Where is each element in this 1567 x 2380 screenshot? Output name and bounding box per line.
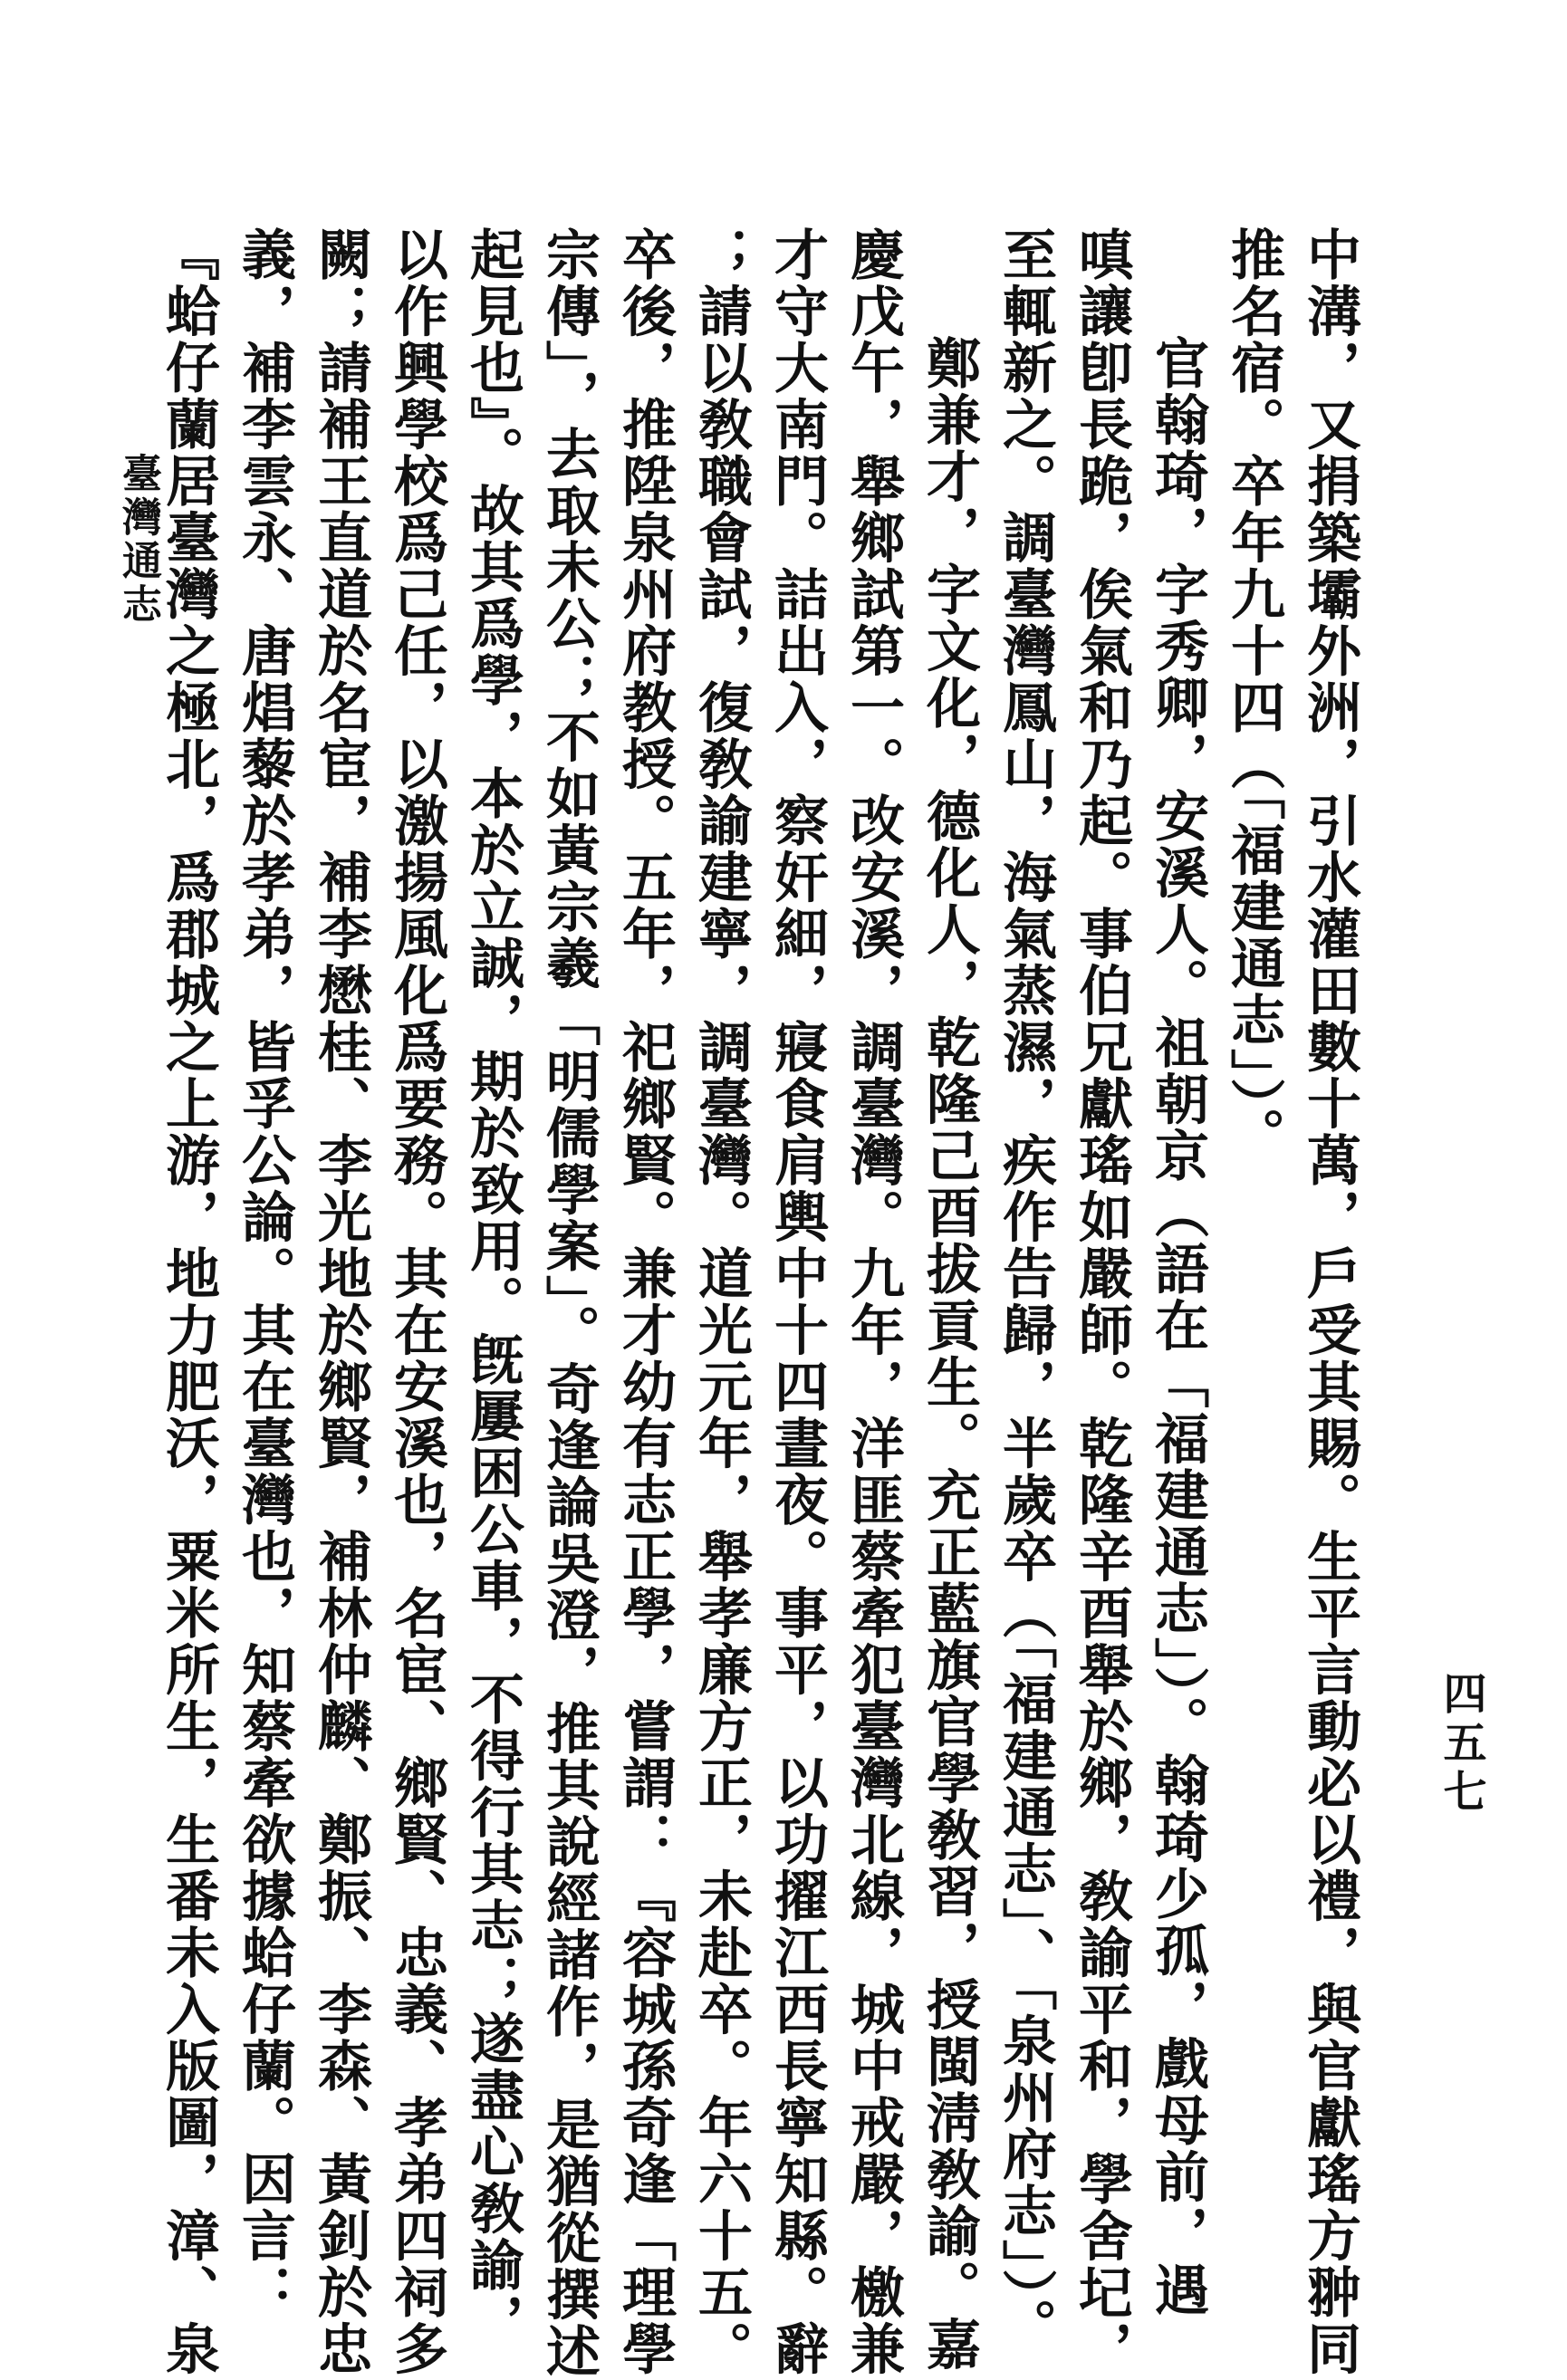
text-column: 『蛤仔蘭居臺灣之極北，爲郡城之上游，地力肥沃，粟米所生，生番未入版圖，漳、泉 bbox=[157, 226, 220, 2377]
text-column: 慶戊午，舉鄉試第一。改安溪，調臺灣。九年，洋匪蔡牽犯臺灣北線，城中戒嚴，檄兼 bbox=[841, 226, 905, 2377]
text-column: ；請以敎職會試，復敎諭建寧，調臺灣。道光元年，舉孝廉方正，未赴卒。年六十五。 bbox=[689, 226, 753, 2377]
text-column: 闕；請補王直道於名宦，補李懋桂、李光地於鄉賢，補林仲麟、鄭振、李森、黃釗於忠 bbox=[309, 226, 372, 2377]
text-column: 宗傳」，去取未公；不如黃宗羲「明儒學案」。奇逢論吳澄，推其說經諸作，是猶從撰述 bbox=[537, 226, 601, 2380]
text-column: 官翰琦，字秀卿，安溪人。祖朝京（語在「福建通志」）。翰琦少孤，戲母前，遇 bbox=[1146, 335, 1209, 2318]
body-text bbox=[150, 226, 1368, 2380]
page-number: 四五七 bbox=[1436, 1671, 1486, 1818]
text-column: 義，補李雲永、唐焻藜於孝弟，皆孚公論。其在臺灣也，知蔡牽欲據蛤仔蘭。因言： bbox=[233, 226, 296, 2321]
text-column: 鄭兼才，字文化，德化人，乾隆己酉拔貢生。充正藍旗官學敎習，授閩淸敎諭。嘉 bbox=[918, 335, 981, 2373]
text-column: 才守大南門。詰出入，察奸細，寢食肩輿中十四晝夜。事平，以功擢江西長寧知縣。辭 bbox=[765, 226, 829, 2377]
text-column: 起見也』。故其爲學，本於立誠，期於致用。旣屢困公車，不得行其志；遂盡心敎諭， bbox=[461, 226, 524, 2350]
text-column: 以作興學校爲己任，以激揚風化爲要務。其在安溪也，名宦、鄉賢、忠義、孝弟四祠多 bbox=[385, 226, 448, 2377]
text-column: 嗔讓卽長跪，俟氣和乃起。事伯兄獻瑤如嚴師。乾隆辛酉舉於鄉，敎諭平和，學舍圮， bbox=[1070, 226, 1133, 2377]
text-column: 中溝，又捐築壩外洲，引水灌田數十萬，戶受其賜。生平言動必以禮，與官獻瑤方翀同 bbox=[1298, 226, 1361, 2377]
text-column: 至輒新之。調臺灣鳳山，海氣蒸濕，疾作告歸，半歲卒（「福建通志」、「泉州府志」）。 bbox=[994, 226, 1057, 2355]
text-column: 推名宿。卒年九十四（「福建通志」）。 bbox=[1222, 226, 1285, 1164]
running-title: 臺灣通志 bbox=[115, 453, 161, 627]
text-column: 卒後，推陞泉州府教授。五年，祀鄉賢。兼才幼有志正學，嘗謂：『容城孫奇逢「理學 bbox=[613, 226, 677, 2377]
